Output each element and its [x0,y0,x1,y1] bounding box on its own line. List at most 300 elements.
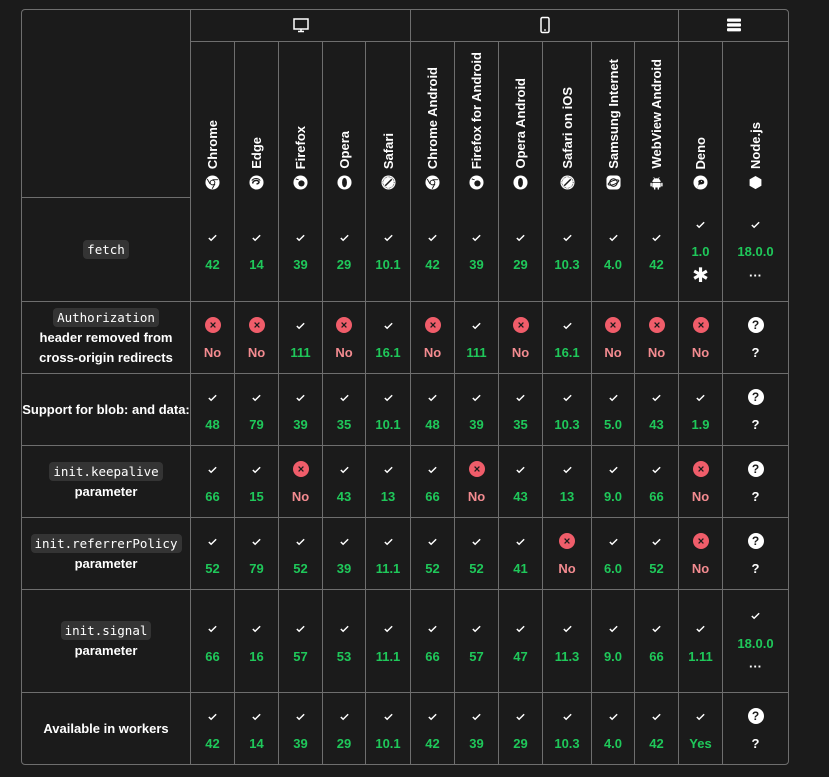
support-cell[interactable] [366,302,411,374]
version-label: 79 [249,561,264,576]
check-icon [499,706,542,726]
browser-header-chrome-android [411,42,455,198]
support-cell[interactable] [635,302,679,374]
check-icon [191,227,234,247]
support-cell[interactable] [455,446,499,518]
feature-name [22,693,191,764]
version-label: 9.0 [603,648,623,664]
version-label: 18.0.0 [737,635,774,651]
version-label: 66 [425,489,440,504]
version-label: 4.0 [603,736,623,751]
support-cell[interactable] [543,518,592,590]
support-cell[interactable] [679,590,723,693]
support-cell[interactable] [723,446,788,518]
support-cell[interactable] [323,302,366,374]
check-icon [191,459,234,479]
version-label: 66 [205,648,220,664]
check-icon [543,459,591,479]
version-label: 5.0 [603,417,623,432]
support-cell[interactable] [235,302,279,374]
version-label: 35 [513,417,528,432]
x-circle-icon [323,315,365,335]
firefox-icon [293,175,308,190]
version-label: 9.0 [603,489,623,504]
support-cell[interactable] [635,518,679,590]
version-label: 66 [649,489,664,504]
version-label: 42 [205,736,220,751]
browser-name: Safari [380,132,396,169]
check-icon [323,531,365,551]
check-icon [455,227,498,247]
x-circle-icon [455,459,498,479]
support-cell[interactable] [323,590,366,693]
support-cell[interactable] [499,590,543,693]
feature-code: Authorization [53,308,159,327]
version-label: 1.9 [691,417,710,432]
support-cell[interactable] [279,374,323,446]
mobile-icon [536,16,554,34]
support-cell[interactable] [279,693,323,764]
check-icon [635,531,678,551]
samsung-internet-icon [606,175,621,190]
version-label: 43 [336,489,352,504]
support-cell[interactable] [235,518,279,590]
version-label: No [604,345,622,360]
version-label: 10.3 [554,736,580,751]
version-label: 14 [249,736,264,751]
support-cell[interactable] [723,518,788,590]
check-icon [679,214,722,234]
support-cell[interactable] [635,198,679,302]
check-icon [366,706,410,726]
version-label: 13 [559,489,575,504]
x-circle-icon [279,459,322,479]
feature-row [22,302,788,374]
support-cell[interactable] [679,693,723,764]
check-icon [235,531,278,551]
check-icon [235,387,278,407]
version-label: 39 [469,736,484,751]
check-icon [366,387,410,407]
support-cell[interactable] [279,590,323,693]
check-icon [411,531,454,551]
version-label: 39 [293,736,308,751]
support-cell[interactable] [679,198,723,302]
support-cell[interactable] [723,693,788,764]
check-icon [499,531,542,551]
version-label: No [511,345,530,360]
support-cell[interactable] [235,446,279,518]
check-icon [191,619,234,639]
browser-header-samsung-internet [592,42,635,198]
feature-description: Support for blob: and data: [22,401,190,417]
support-cell[interactable] [191,693,235,764]
browser-name: Firefox [293,125,308,169]
feature-name [22,590,191,693]
platform-header-row [22,10,788,42]
version-label: 79 [249,417,264,432]
support-cell[interactable] [455,198,499,302]
support-cell[interactable] [635,374,679,446]
support-cell[interactable] [499,198,543,302]
check-icon [592,706,634,726]
support-cell[interactable] [592,302,635,374]
support-cell[interactable] [679,518,723,590]
support-cell[interactable] [455,590,499,693]
support-cell[interactable] [279,446,323,518]
version-label: 1.11 [688,648,713,664]
version-label: No [691,561,710,576]
support-cell[interactable] [635,446,679,518]
support-cell[interactable] [323,446,366,518]
support-cell[interactable] [455,518,499,590]
support-cell[interactable] [411,518,455,590]
browser-header-firefox-for-android [455,42,499,198]
support-cell[interactable] [455,374,499,446]
feature-row [22,590,788,693]
more-info-ellipsis-icon[interactable]: ··· [749,267,762,283]
check-icon [323,387,365,407]
check-icon [279,619,322,639]
check-icon [499,227,542,247]
support-cell[interactable] [723,374,788,446]
feature-row [22,374,788,446]
support-cell[interactable] [191,590,235,693]
support-cell[interactable] [679,302,723,374]
more-info-ellipsis-icon[interactable]: ··· [749,659,762,674]
check-icon [191,531,234,551]
version-label: 66 [649,648,664,664]
version-label: 52 [469,561,484,576]
opera-icon [337,175,352,190]
check-icon [635,459,678,479]
check-icon [411,459,454,479]
check-icon [455,619,498,639]
safari-icon [560,175,575,190]
support-cell[interactable] [411,198,455,302]
support-cell[interactable] [455,693,499,764]
safari-icon [381,175,396,190]
platform-desktop [191,10,411,42]
version-label: ? [751,345,760,360]
version-label: 43 [649,417,664,432]
version-label: 18.0.0 [737,244,774,259]
support-cell[interactable] [679,446,723,518]
support-cell[interactable] [592,518,635,590]
support-cell[interactable] [235,590,279,693]
version-label: No [691,345,710,360]
support-cell[interactable] [723,302,788,374]
version-label: No [467,489,486,504]
version-label: 6.0 [603,561,623,576]
browser-header-deno [679,42,723,198]
version-label: 29 [336,257,352,272]
question-circle-icon: ? [723,706,788,726]
check-icon [723,606,788,626]
support-cell[interactable] [723,590,788,693]
support-cell[interactable] [411,590,455,693]
x-circle-icon [679,315,722,335]
version-label: No [203,345,222,360]
support-cell[interactable] [366,446,411,518]
browser-header-firefox [279,42,323,198]
x-circle-icon [679,459,722,479]
support-cell[interactable] [411,693,455,764]
support-cell[interactable] [279,302,323,374]
check-icon [411,619,454,639]
feature-description: parameter [74,483,138,499]
support-cell[interactable] [191,518,235,590]
version-label: 43 [513,489,528,504]
browser-compatibility-table [21,9,789,765]
browser-name: Deno [693,136,708,169]
support-cell[interactable] [235,693,279,764]
check-icon [455,387,498,407]
edge-icon [249,175,264,190]
feature-row [22,446,788,518]
check-icon [543,619,591,639]
check-icon [592,459,634,479]
version-label: ? [751,561,760,576]
browser-name: Firefox for Android [469,51,484,169]
browser-name: Chrome [205,119,220,169]
support-cell[interactable] [455,302,499,374]
support-cell[interactable] [323,374,366,446]
support-cell[interactable] [723,198,788,302]
check-icon [499,459,542,479]
support-cell[interactable] [499,302,543,374]
check-icon [679,619,722,639]
support-cell[interactable] [323,198,366,302]
version-label: 52 [425,561,440,576]
check-icon [679,706,722,726]
version-label: 10.1 [375,736,401,751]
question-circle-icon: ? [723,459,788,479]
feature-code: init.signal [61,621,152,640]
version-label: 29 [513,736,528,751]
version-label: 13 [380,489,396,504]
check-icon [366,619,410,639]
browser-header-edge [235,42,279,198]
platform-server [679,10,788,42]
support-cell[interactable] [235,374,279,446]
feature-name [22,302,191,374]
browser-name: Opera Android [513,78,528,169]
question-circle-icon: ? [723,531,788,551]
check-icon [366,531,410,551]
version-label: 11.1 [375,561,401,576]
check-icon [635,619,678,639]
support-cell[interactable] [279,198,323,302]
feature-code: init.referrerPolicy [31,534,182,553]
opera-icon [513,175,528,190]
check-icon [592,227,634,247]
x-circle-icon [592,315,634,335]
check-icon [635,387,678,407]
support-cell[interactable] [499,374,543,446]
version-label: No [291,489,310,504]
feature-description: header removed from cross-origin redirects [39,329,173,365]
version-label: No [247,345,266,360]
version-label: 42 [649,736,664,751]
support-cell[interactable] [411,302,455,374]
check-icon [235,619,278,639]
version-label: 16 [249,648,264,664]
version-label: No [691,489,710,504]
check-icon [592,531,634,551]
version-label: 4.0 [603,257,623,272]
check-icon [323,227,365,247]
version-label: 52 [293,561,308,576]
check-icon [366,227,410,247]
support-cell[interactable] [191,446,235,518]
footnote-asterisk-icon[interactable]: ✱ [692,264,709,287]
check-icon [279,387,322,407]
support-cell[interactable] [411,446,455,518]
browser-header-chrome [191,42,235,198]
check-icon [279,706,322,726]
check-icon [366,315,410,335]
version-label: 39 [293,257,308,272]
check-icon [191,706,234,726]
feature-description: parameter [74,643,138,658]
support-cell[interactable] [366,374,411,446]
check-icon [543,315,591,335]
browser-header-opera-android [499,42,543,198]
support-cell[interactable] [323,693,366,764]
version-label: 42 [425,257,440,272]
version-label: No [647,345,666,360]
browser-header-safari [366,42,411,198]
check-icon [323,706,365,726]
deno-icon [693,175,708,190]
version-label: Yes [689,736,712,751]
version-label: 111 [466,345,487,360]
version-label: ? [751,417,760,432]
version-label: 15 [249,489,264,504]
browser-name: WebView Android [649,59,664,169]
version-label: No [335,345,353,360]
support-cell[interactable] [411,374,455,446]
support-cell[interactable] [592,374,635,446]
version-label: 48 [425,417,440,432]
check-icon [543,706,591,726]
version-label: 39 [293,417,308,432]
browser-name: Safari on iOS [559,87,575,169]
feature-row [22,198,788,302]
support-cell[interactable] [279,518,323,590]
version-label: 48 [205,417,220,432]
feature-row [22,518,788,590]
support-cell[interactable] [543,374,592,446]
feature-description: parameter [74,555,138,571]
check-icon [455,706,498,726]
check-icon [235,706,278,726]
check-icon [366,459,410,479]
feature-name [22,198,191,302]
version-label: 39 [469,417,484,432]
x-circle-icon [679,531,722,551]
x-circle-icon [499,315,542,335]
feature-name [22,374,191,446]
x-circle-icon [635,315,678,335]
platform-mobile [411,10,679,42]
version-label: 11.1 [375,648,401,664]
version-label: 10.3 [554,257,580,272]
browser-name: Samsung Internet [605,59,621,169]
support-cell[interactable] [592,198,635,302]
version-label: 53 [336,648,352,664]
check-icon [592,387,634,407]
version-label: 35 [336,417,352,432]
support-cell[interactable] [499,693,543,764]
version-label: 10.1 [375,417,401,432]
support-cell[interactable] [366,198,411,302]
support-cell[interactable] [635,590,679,693]
support-cell[interactable] [366,693,411,764]
version-label: No [558,561,576,576]
version-label: 14 [249,257,264,272]
version-label: 57 [293,648,308,664]
support-cell[interactable] [543,302,592,374]
android-icon [649,175,664,190]
support-cell[interactable] [191,198,235,302]
support-cell[interactable] [592,446,635,518]
check-icon [635,706,678,726]
desktop-icon [292,16,310,34]
version-label: 29 [513,257,528,272]
support-cell[interactable] [366,518,411,590]
support-cell[interactable] [235,198,279,302]
version-label: 52 [649,561,664,576]
check-icon [279,315,322,335]
support-cell[interactable] [543,590,592,693]
firefox-icon [469,175,484,190]
support-cell[interactable] [191,374,235,446]
x-circle-icon [411,315,454,335]
support-cell[interactable] [323,518,366,590]
version-label: ? [751,736,760,751]
support-cell[interactable] [543,198,592,302]
check-icon [543,387,591,407]
feature-code: init.keepalive [49,462,162,481]
support-cell[interactable] [366,590,411,693]
support-cell[interactable] [592,590,635,693]
support-cell[interactable] [679,374,723,446]
support-cell[interactable] [635,693,679,764]
version-label: 16.1 [554,345,580,360]
browser-header-node-js [723,42,788,198]
check-icon [411,227,454,247]
x-circle-icon [235,315,278,335]
browser-header-opera [323,42,366,198]
support-cell[interactable] [499,446,543,518]
x-circle-icon [543,531,591,551]
version-label: 10.3 [554,417,580,432]
table-corner [22,10,191,198]
support-cell[interactable] [543,446,592,518]
support-cell[interactable] [191,302,235,374]
browser-name: Chrome Android [425,66,440,169]
support-cell[interactable] [499,518,543,590]
version-label: 10.1 [375,257,401,272]
check-icon [592,619,634,639]
version-label: 42 [425,736,440,751]
support-cell[interactable] [592,693,635,764]
browser-name: Opera [336,131,352,169]
support-cell[interactable] [543,693,592,764]
check-icon [323,619,365,639]
